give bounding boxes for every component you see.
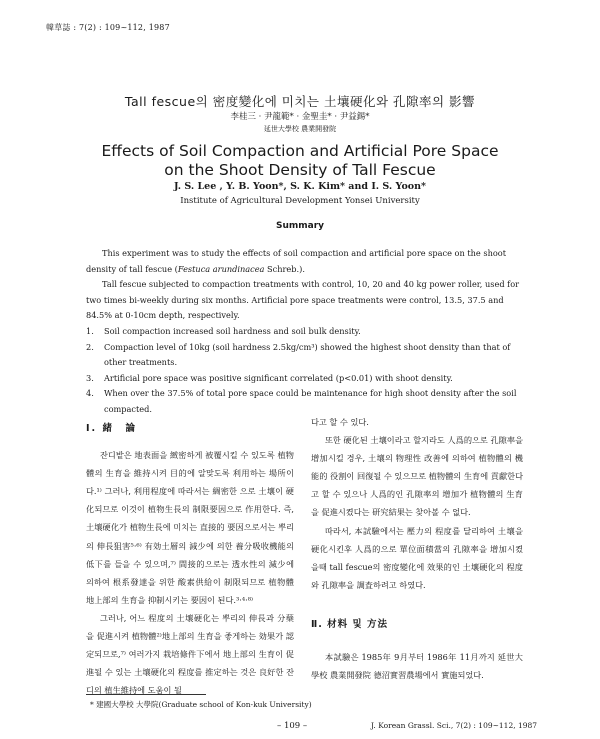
section-2-heading: Ⅱ. 材料 및 方法 (311, 618, 388, 630)
summary-paragraph-2: Tall fescue subjected to compaction treatments with control, 10, 20 and 40 kg power roller, used for two times bi-weekly during six months. Artificial pore space treatments were control, 13.5, 37.5 and 84.5% at 0-10cm depth, respectively. (86, 279, 520, 321)
summary-item-number: 1. (86, 325, 94, 336)
english-title-line1: Effects of Soil Compaction and Artificial Pore Space (101, 142, 499, 160)
english-title (0, 142, 600, 180)
summary-item (86, 340, 522, 371)
footnote-rule (86, 694, 206, 695)
summary-item-text: Compaction level of 10kg (soil hardness 2.5kg/cm³) showed the highest shoot density than that of other treatments. (104, 341, 511, 368)
left-column (86, 420, 294, 699)
korean-affiliation: 延世大學校 農業開發院 (263, 125, 337, 133)
journal-header: 韓草誌 : 7(2) : 109~112, 1987 (46, 23, 170, 32)
section-1-paragraph-3: 또한 硬化된 土壤이라고 할지라도 人爲的으로 孔隙率을 增加시킬 경우, 土壤의 物理性 改善에 의하여 植物體의 機能的 役割이 回復될 수 있으므로 植物體의 生育에 貢獻한다고 할 수 있으나 人爲的인 孔隙率의 增加가 植物體의 生育을 促進시켰다는 研究結果는 찾아볼 수 없다. (311, 435, 523, 518)
right-column (311, 413, 523, 684)
section-1-heading: Ⅰ. 緒 論 (86, 423, 137, 434)
english-title-line2: on the Shoot Density of Tall Fescue (164, 161, 436, 179)
footer-journal-citation: J. Korean Grassl. Sci., 7(2) : 109~112, 1987 (371, 721, 538, 730)
english-authors: J. S. Lee , Y. B. Yoon*, S. K. Kim* and I. S. Yoon* (173, 181, 427, 192)
summary-p1-tail: Schreb.). (264, 263, 305, 274)
korean-title: Tall fescue의 密度變化에 미치는 土壤硬化와 孔隙率의 影響 (124, 94, 476, 109)
korean-authors: 李桂三 · 尹龍範* · 金聖圭* · 尹益錫* (230, 112, 370, 122)
summary-paragraph-1 (86, 246, 522, 277)
summary-item-number: 3. (86, 372, 94, 383)
summary-item-text: Artificial pore space was positive significant correlated (p<0.01) with shoot density. (104, 372, 453, 383)
section-1-paragraph-2: 그러나, 어느 程度의 土壤硬化는 뿌리의 伸長과 分蘖을 促進시켜 植物體²⁾地上部의 生育을 좋게하는 効果가 認定되므로,⁷⁾ 여러가지 栽培條件下에서 地上部의 生育이 促進될 수 있는 土壤硬化의 程度를 推定하는 것은 良好한 잔디의 植生維持에 도움이 될 (86, 612, 294, 696)
summary-body (86, 246, 522, 418)
summary-item (86, 324, 522, 340)
section-2-paragraph-1: 本試驗은 1985年 9月부터 1986年 11月까지 延世大學校 農業開發院 德沼實習農場에서 實施되었다. (311, 652, 523, 681)
species-name: Festuca arundinacea (177, 263, 265, 274)
summary-item (86, 371, 522, 387)
english-affiliation: Institute of Agricultural Development Yonsei University (180, 196, 420, 206)
summary-item-number: 4. (86, 388, 94, 399)
footnote: * 建國大學校 大學院(Graduate school of Kon-kuk University) (90, 700, 312, 709)
section-1-paragraph-2-continued: 다고 할 수 있다. (311, 417, 369, 427)
summary-p1-text: This experiment was to study the effects of soil compaction and artificial pore space on the shoot density of tall fescue ( (86, 248, 506, 274)
section-1-paragraph-4: 따라서, 本試驗에서는 壓力의 程度를 달리하여 土壤을 硬化시킨후 人爲的으로 單位面積當의 孔隙率을 增加시켰을때 tall fescue의 密度變化에 效果的인 土壤硬化의 程度와 孔隙率을 調査하려고 하였다. (311, 525, 523, 590)
summary-heading: Summary (275, 221, 325, 231)
summary-item-text: Soil compaction increased soil hardness and soil bulk density. (104, 325, 361, 336)
summary-item-text: When over the 37.5% of total pore space could be maintenance for high shoot density after the soil compacted. (104, 388, 517, 414)
summary-item-number: 2. (86, 341, 94, 352)
section-1-paragraph-1: 잔디밭은 地表面을 緻密하게 被覆시킬 수 있도록 植物體의 生育을 維持시켜 目的에 알맞도록 利用하는 場所이다.¹⁾ 그러나, 利用程度에 따라서는 綢密한 으로 土壤이 硬化되므로 이것이 植物生長의 制限要因으로 作用한다. 즉, 土壤硬化가 植物生長에 미치는 直接的 要因으로서는 뿌리의 伸長狙害⁵·⁶⁾ 有効土層의 減少에 의한 養分吸收機能의 低下를 들을 수 있으며,⁷⁾ 間接的으로는 透水性의 減少에 의하여 根系發達을 위한 酸素供給이 制限되므로 植物體 地上部의 生育을 抑制시키는 要因이 된다.³·⁴·⁸⁾ (86, 450, 294, 605)
page-number: – 109 – (277, 721, 308, 731)
